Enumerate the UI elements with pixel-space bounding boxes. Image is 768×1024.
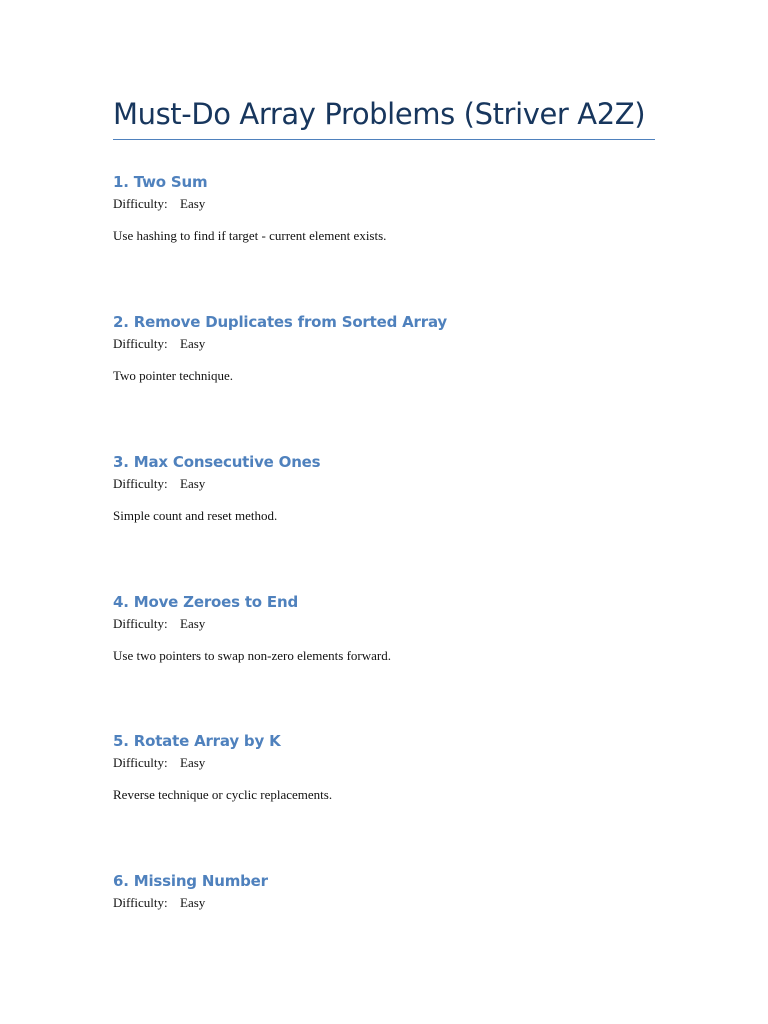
problem-description: Use two pointers to swap non-zero elements forward. [113,648,391,663]
problem-heading: 4. Move Zeroes to End [113,593,298,611]
problem-description: Reverse technique or cyclic replacements. [113,787,333,802]
title-underline [113,139,655,140]
difficulty-line [113,196,205,212]
problem-description: Use hashing to find if target - current element exists. [113,228,387,243]
difficulty-value: Easy [180,476,206,491]
problem-heading: 3. Max Consecutive Ones [113,453,321,471]
difficulty-label: Difficulty: [113,895,168,910]
difficulty-label: Difficulty: [113,476,168,491]
difficulty-line [113,616,205,632]
difficulty-value: Easy [180,755,206,770]
difficulty-line [113,895,205,911]
difficulty-label: Difficulty: [113,755,168,770]
problem-heading: 5. Rotate Array by K [113,732,281,750]
problem-heading: 6. Missing Number [113,872,268,890]
difficulty-value: Easy [180,895,206,910]
difficulty-line [113,755,205,771]
problem-heading: 2. Remove Duplicates from Sorted Array [113,313,447,331]
difficulty-label: Difficulty: [113,336,168,351]
difficulty-line [113,336,205,352]
problem-description: Two pointer technique. [113,368,234,383]
difficulty-value: Easy [180,196,206,211]
problem-heading: 1. Two Sum [113,173,208,191]
problem-description: Simple count and reset method. [113,508,278,523]
difficulty-label: Difficulty: [113,196,168,211]
difficulty-line [113,476,205,492]
document-title: Must-Do Array Problems (Striver A2Z) [113,97,646,131]
difficulty-value: Easy [180,336,206,351]
difficulty-value: Easy [180,616,206,631]
difficulty-label: Difficulty: [113,616,168,631]
